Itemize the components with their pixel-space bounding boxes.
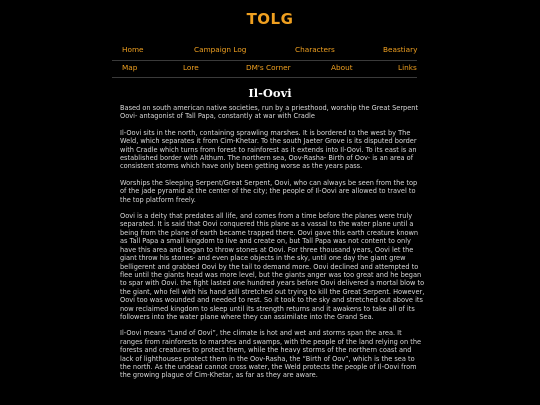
article-content <box>120 104 425 388</box>
paragraph-geography: Il-Oovi sits in the north, containing sprawling marshes. It is bordered to the west by The Weld, which separates it from Cim-Khetar. To the south Jaeter Grove is its disputed border with Cradle which turns from forest to rainforest as it extends into Il-Oovi. To its east is an established border with Althum. The northern sea, Oov-Rasha- Birth of Oov- is an area of consistent storms which have only been getting worse as the years pass. <box>120 128 417 171</box>
nav-home[interactable]: Home <box>122 45 144 54</box>
nav-beastiary[interactable]: Beastiary <box>383 45 418 54</box>
nav-divider <box>112 77 417 78</box>
paragraph-oovi-myth: Oovi is a deity that predates all life, and comes from a time before the planes were truly separated. It is said that Oovi conquered this plane as a vassal to the water plane until a being from the plane of earth became trapped there. Oovi gave this earth creature known as Tall Papa a small kingdom to live and create on, but Tall Papa was not content to only have this area and began to throw stones at Oovi. For three thousand years, Oovi let the giant throw his stones- and even place objects in the sky, until one day the giant grew belligerent and grabbed Oovi by the tail to demand more. Oovi declined and attempted to flee until the giants head was more level, but the giants anger was too great and he began to spar with Oovi. the fight lasted one hundred years before Oovi delivered a mortal blow to the giant, who fell with his hand still stretched out trying to kill the Great Serpent. However, Oovi too was wounded and needed to rest. So it took to the sky and stretched out above its now reclaimed kingdom to sleep until its strength returns and it awakens to take all of its followers into the water plane where they can assimilate into the Grand Sea. <box>120 212 425 321</box>
nav-map[interactable]: Map <box>122 63 138 72</box>
nav-dms-corner[interactable]: DM's Corner <box>246 63 291 72</box>
nav-links[interactable]: Links <box>398 63 417 72</box>
nav-about[interactable]: About <box>331 63 353 72</box>
page-title: Il-Oovi <box>248 86 292 100</box>
paragraph-land-of-oovi: Il-Oovi means “Land of Oovi”, the climate is hot and wet and storms span the area. It ranges from rainforests to marshes and swamps, with the people of the land relying on the forests and creatures to protect them, while the heavy storms of the northern coast and lack of lighthouses protect them in the Oov-Rasha, the “Birth of Oov”, which is the sea to the north. As the undead cannot cross water, the Weld protects the people of Il-Oovi from the growing plague of Cim-Khetar, as far as they are aware. <box>120 329 422 380</box>
paragraph-intro: Based on south american native societies, run by a priesthood, worship the Great Serpent Oovi- antagonist of Tall Papa, constantly at war with Cradle <box>120 104 419 121</box>
paragraph-worship: Worships the Sleeping Serpent/Great Serpent, Oovi, who can always be seen from the top of the jade pyramid at the center of the city; the people of Il-Oovi are allowed to travel to the top platform freely. <box>120 178 418 204</box>
nav-characters[interactable]: Characters <box>295 45 335 54</box>
nav-lore[interactable]: Lore <box>183 63 199 72</box>
nav-campaign-log[interactable]: Campaign Log <box>194 45 247 54</box>
main-navigation <box>0 40 540 106</box>
nav-divider <box>112 60 417 61</box>
site-title[interactable]: TOLG <box>246 10 294 28</box>
